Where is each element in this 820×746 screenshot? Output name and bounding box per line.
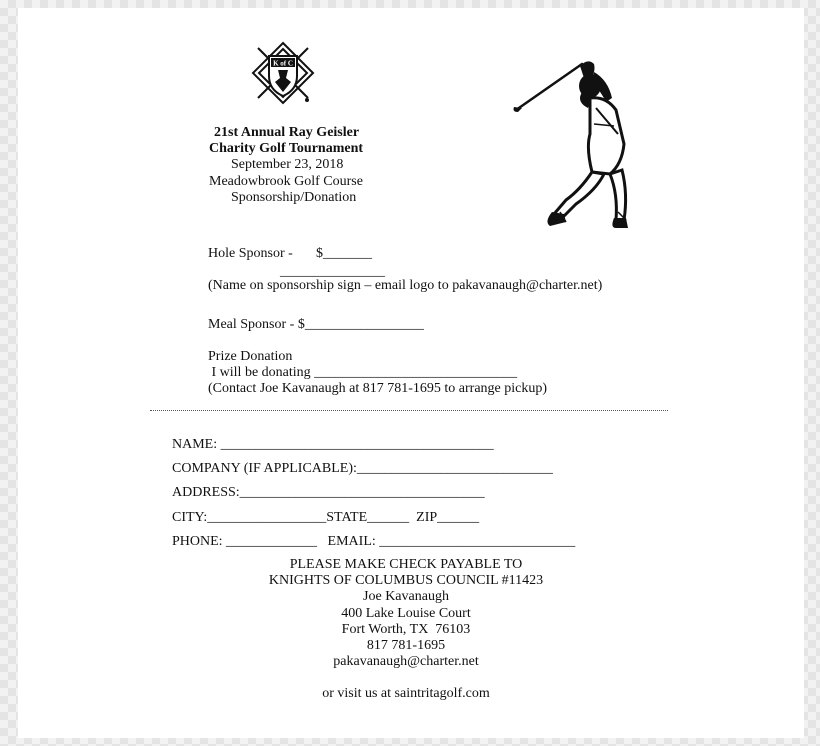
golfer-silhouette <box>510 52 636 230</box>
city-state-zip-field[interactable]: CITY:_________________STATE______ ZIP______ <box>172 510 480 525</box>
event-title-line1: 21st Annual Ray Geisler <box>214 125 360 140</box>
payee-city: Fort Worth, TX 76103 <box>341 622 471 637</box>
hole-sponsor-name-field[interactable]: _______________ <box>280 264 385 279</box>
prize-donation-note: (Contact Joe Kavanaugh at 817 781-1695 to arrange pickup) <box>208 381 548 396</box>
event-venue: Meadowbrook Golf Course <box>209 174 363 189</box>
name-field[interactable]: NAME: _______________________________________ <box>172 437 494 452</box>
payment-instruction-line2: KNIGHTS OF COLUMBUS COUNCIL #11423 <box>268 573 544 588</box>
payee-street: 400 Lake Louise Court <box>341 606 471 621</box>
website-line[interactable]: or visit us at saintritagolf.com <box>322 686 490 701</box>
hole-sponsor-label: Hole Sponsor - <box>208 246 293 261</box>
section-divider <box>150 410 668 411</box>
company-field[interactable]: COMPANY (IF APPLICABLE):____________________________ <box>172 461 553 476</box>
event-subtitle: Sponsorship/Donation <box>231 190 357 205</box>
hole-sponsor-note: (Name on sponsorship sign – email logo to pakavanaugh@charter.net) <box>208 278 603 293</box>
document-page <box>18 8 804 738</box>
meal-sponsor-field[interactable]: Meal Sponsor - $_________________ <box>208 317 424 332</box>
phone-email-field[interactable]: PHONE: _____________ EMAIL: ____________________________ <box>172 534 576 549</box>
knights-of-columbus-logo <box>250 40 316 106</box>
payee-name: Joe Kavanaugh <box>363 589 449 604</box>
event-date: September 23, 2018 <box>231 157 344 172</box>
logo-text: K of C <box>273 59 293 68</box>
address-field[interactable]: ADDRESS:___________________________________ <box>172 485 485 500</box>
payment-instruction-line1: PLEASE MAKE CHECK PAYABLE TO <box>289 557 523 572</box>
payee-phone: 817 781-1695 <box>366 638 446 653</box>
event-title-line2: Charity Golf Tournament <box>209 141 364 156</box>
hole-sponsor-amount-field[interactable]: $_______ <box>316 246 372 261</box>
payee-email[interactable]: pakavanaugh@charter.net <box>333 654 479 669</box>
prize-donation-title: Prize Donation <box>208 349 293 364</box>
prize-donation-field[interactable]: I will be donating _____________________________ <box>208 365 518 380</box>
